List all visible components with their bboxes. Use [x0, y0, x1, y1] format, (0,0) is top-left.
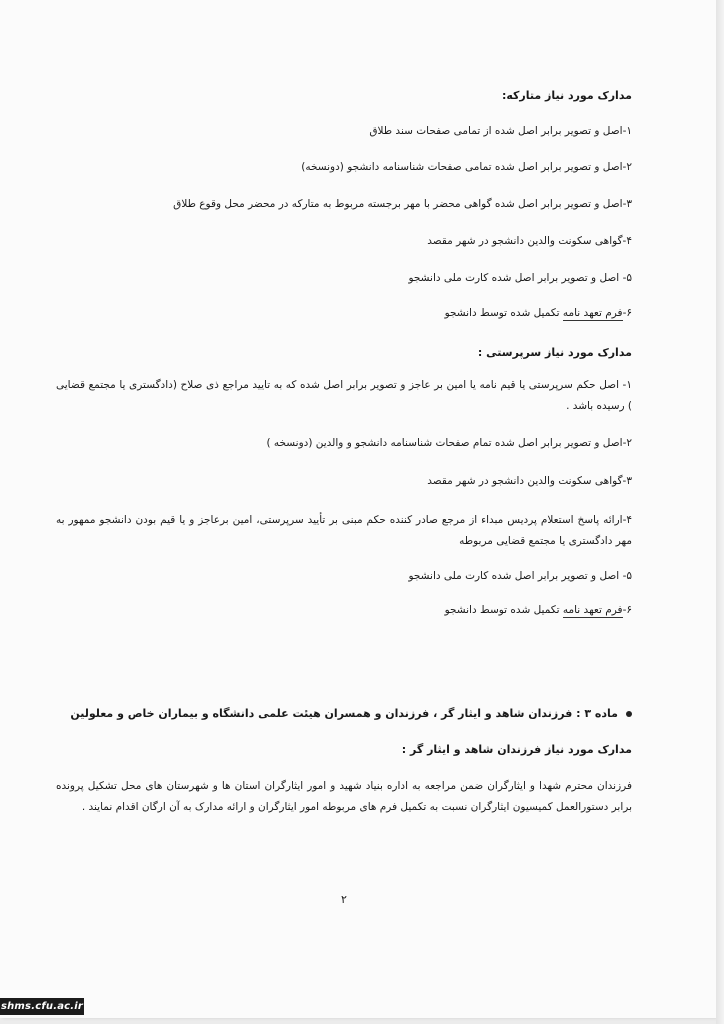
article-3-title — [56, 706, 632, 721]
pledge-form-text: فرم تعهد نامه — [562, 307, 623, 319]
list-item: ۲-اصل و تصویر برابر اصل شده تمامی صفحات شناسنامه دانشجو (دونسخه) — [301, 161, 632, 173]
pledge-form-text: فرم تعهد نامه — [562, 604, 623, 616]
list-item: ۳-اصل و تصویر برابر اصل شده گواهی محضر با مهر برجسته مربوط به متارکه در محضر محل وقوع طلاق — [173, 198, 632, 210]
site-watermark: shms.cfu.ac.ir — [0, 998, 84, 1015]
list-item: ۱-اصل و تصویر برابر اصل شده از تمامی صفحات سند طلاق — [369, 125, 632, 137]
heading-guardianship-documents: مدارک مورد نیاز سرپرستی : — [477, 346, 632, 359]
list-item: ۱- اصل حکم سرپرستی یا قیم نامه یا امین بر عاجز و تصویر برابر اصل شده که به تایید مراجع ذی صلاح (دادگستری یا مجتمع قضایی ) رسیده باشد . — [56, 379, 632, 412]
page-edge — [716, 0, 724, 1024]
list-item: ۵- اصل و تصویر برابر اصل شده کارت ملی دانشجو — [408, 272, 632, 284]
heading-martyr-children-documents: مدارک مورد نیاز فرزندان شاهد و ایثار گر : — [401, 743, 632, 756]
item-rest: تکمیل شده توسط دانشجو — [444, 307, 563, 319]
list-item — [56, 306, 632, 321]
list-item — [56, 603, 632, 618]
item-number: ۶- — [622, 604, 632, 616]
heading-divorce-documents: مدارک مورد نیاز متارکه: — [501, 89, 632, 102]
list-item: ۲-اصل و تصویر برابر اصل شده تمام صفحات شناسنامه دانشجو و والدین (دونسخه ) — [266, 437, 632, 449]
bullet-icon — [626, 711, 632, 717]
list-item: ۳-گواهی سکونت والدین دانشجو در شهر مقصد — [427, 475, 632, 487]
list-item: ۴-ارائه پاسخ استعلام پردیس مبداء از مرجع صادر کننده حکم مبنی بر تأیید سرپرستی، امین برعاجز و یا قیم بودن دانشجو ممهور به مهر دادگستری یا مجتمع قضایی مربوطه — [56, 514, 632, 547]
article-3-text: ماده ۳ : فرزندان شاهد و ایثار گر ، فرزندان و همسران هیئت علمی دانشگاه و بیماران خاص و معلولین — [70, 707, 618, 720]
page-number: ۲ — [341, 893, 347, 906]
item-rest: تکمیل شده توسط دانشجو — [444, 604, 563, 616]
list-item: ۵- اصل و تصویر برابر اصل شده کارت ملی دانشجو — [408, 570, 632, 582]
item-number: ۶- — [622, 307, 632, 319]
list-item: ۴-گواهی سکونت والدین دانشجو در شهر مقصد — [427, 235, 632, 247]
martyr-children-paragraph: فرزندان محترم شهدا و ایثارگران ضمن مراجعه به اداره بنیاد شهید و امور ایثارگران استان ها و شهرستان های محل تشکیل پرونده برابر دستورالعمل کمیسیون ایثارگران نسبت به تکمیل فرم های مربوطه امور ایثارگران و ارائه مدارک به آن ارگان اقدام نمایند . — [56, 780, 632, 813]
